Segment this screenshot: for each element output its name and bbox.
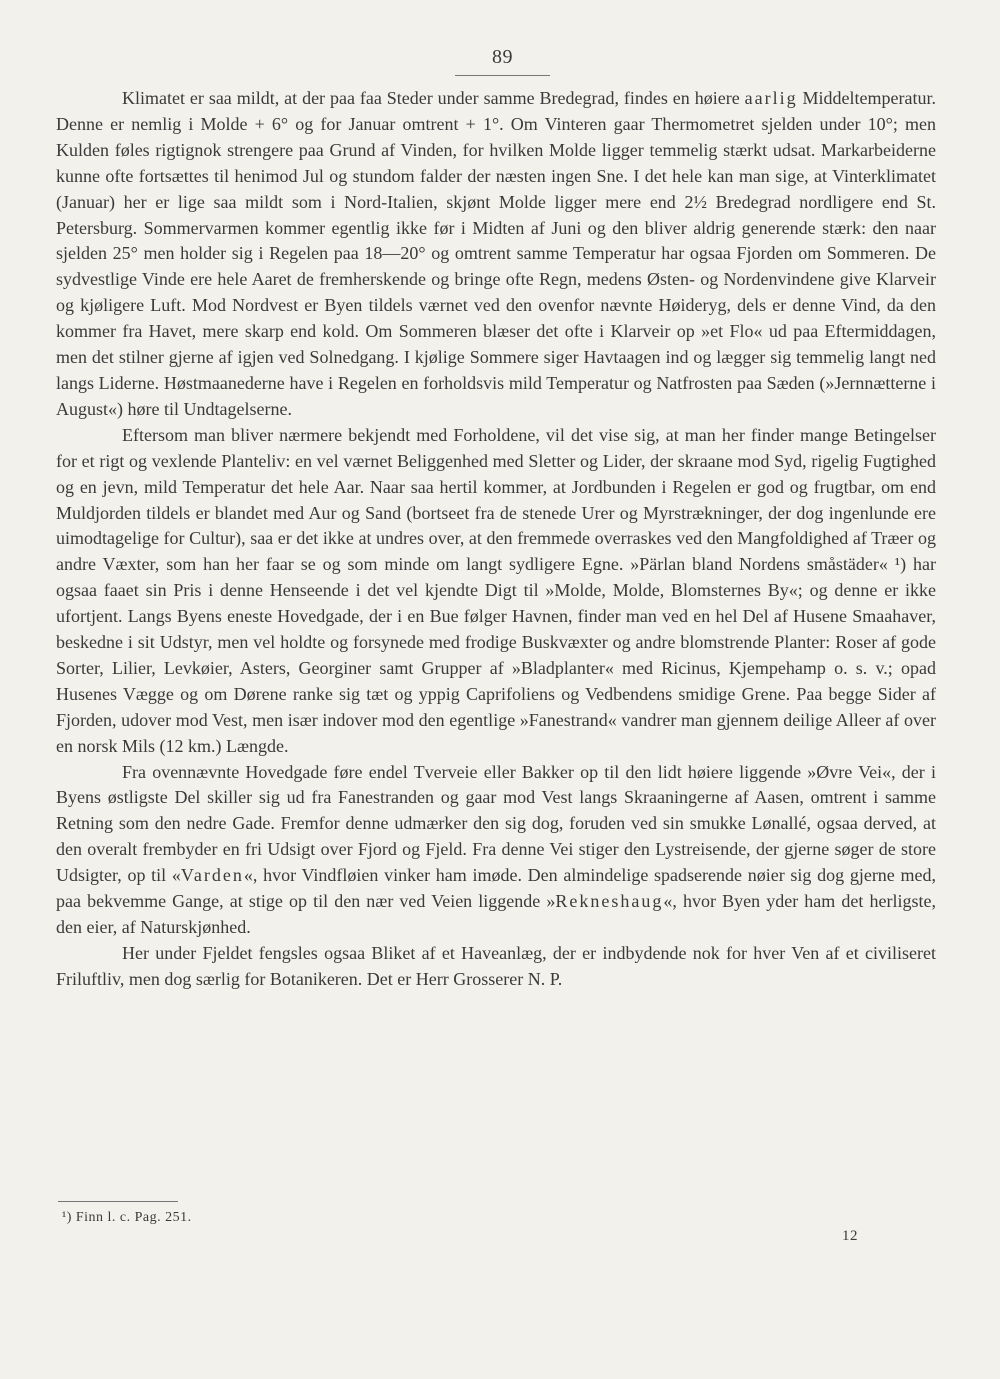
footnote-rule [58,1201,178,1202]
paragraph [56,941,936,993]
text-run: Eftersom man bliver nærmere bekjendt med Forholdene, vil det vise sig, at man her finder mange Betingelser for et rigt og vexlende Planteliv: en vel værnet Beliggenhed med Sletter og Lider, der skraane mod Syd, rigelig Fugtighed og en jevn, mild Temperatur det hele Aar. Naar saa hertil kommer, at Jordbunden i Regelen er god og frugtbar, om end Muldjorden tildels er blandet med Aur og Sand (bortseet fra de stenede Urer og Myrstrækninger, der dog ingenlunde ere uimodtagelige for Cultur), saa er det ikke at undres over, at den fremmede overraskes ved den Mangfoldighed af Træer og andre Væxter, som han her faar se og som minde om langt sydligere Egne. »Pärlan bland Nordens småstäder« ¹) har ogsaa faaet sin Pris i denne Henseende i det vel kjendte Digt til »Molde, Molde, Blomsternes By«; og denne er ikke ufortjent. Langs Byens eneste Hovedgade, der i en Bue følger Havnen, finder man ved en hel Del af Husene Smaahaver, beskedne i sit Udstyr, men vel holdte og forsynede med frodige Buskvæxter og andre blomstrende Planter: Roser af gode Sorter, Lilier, Levkøier, Asters, Georginer samt Grupper af »Bladplanter« med Ricinus, Kjempehamp o. s. v.; opad Husenes Vægge og om Dørene ranke sig tæt og yppig Caprifoliens og Vedbendens smidige Grene. Paa begge Sider af Fjorden, udover mod Vest, men især indover mod den egentlige »Fanestrand« vandrer man gjennem deilige Alleer af over en norsk Mils (12 km.) Længde. [56,424,936,756]
page-number-rule [455,75,550,76]
text-run: Middeltemperatur. Denne er nemlig i Molde + 6° og for Januar omtrent + 1°. Om Vinteren gaar Thermometret sjelden under 10°; men Kulden føles rigtignok strengere paa Grund af Vinden, for hvilken Molde ligger temmelig stærkt udsat. Markarbeiderne kunne ofte fortsættes til henimod Jul og stundom falder der næsten ingen Sne. I det hele kan man sige, at Vinterklimatet (Januar) her er lige saa mildt som i Nord-Italien, skjønt Molde ligger mere end 2½ Bredegrad nordligere end St. Petersburg. Sommervarmen kommer egentlig ikke før i Midten af Juni og den bliver aldrig generende stærk: den naar sjelden 25° men holder sig i Regelen paa 18—20° og omtrent samme Temperatur har ogsaa Fjorden om Sommeren. De sydvestlige Vinde ere hele Aaret de fremherskende og bringe ofte Regn, medens Østen- og Nordenvindene give Klarveir og kjøligere Luft. Mod Nordvest er Byen tildels værnet ved den ovenfor nævnte Høideryg, dels er denne Vind, da den kommer fra Havet, mere skarp end kold. Om Sommeren blæser det ofte i Klarveir op »et Flo« ud paa Eftermiddagen, men det stilner gjerne af igjen ved Solnedgang. I kjølige Sommere siger Havtaagen ind og lægger sig temmelig langt ned langs Liderne. Høstmaanederne have i Regelen en forholdsvis mild Temperatur og Natfrosten paa Sæden (»Jernnætterne i August«) høre til Undtagelserne. [56,88,936,419]
text-run: Klimatet er saa mildt, at der paa faa Steder under samme Bredegrad, findes en høiere [122,88,745,108]
paragraph [56,423,936,760]
spaced-emphasis: Varden [180,865,244,886]
body-text [56,86,936,993]
text-run: Fra ovennævnte Hovedgade føre endel Tverveie eller Bakker op til den lidt høiere liggende »Øvre Vei«, der i Byens østligste Del skiller sig ud fra Fanestranden og gaar mod Vest langs Skraaningerne af Aasen, omtrent i samme Retning som den nedre Gade. Fremfor denne udmærker den sig dog, foruden ved sin smukke Lønallé, ogsaa derved, at den overalt frembyder en fri Udsigt over Fjord og Fjeld. Fra denne Vei stiger den Lystreisende, der gjerne søger de store Udsigter, op til « [56,761,936,886]
signature-mark: 12 [842,1228,858,1244]
spaced-emphasis: aarlig [744,88,798,108]
footnote: ¹) Finn l. c. Pag. 251. [62,1210,192,1225]
text-run: Her under Fjeldet fengsles ogsaa Bliket af et Haveanlæg, der er indbydende nok for hver Ven af et civiliseret Friluftliv, men dog særlig for Botanikeren. Det er Herr Grosserer N. P. [56,942,936,989]
paragraph [56,760,936,941]
text-run: «, hvor Byen yder ham det herligste, den eier, af Naturskjønhed. [56,891,936,937]
paragraph [56,86,936,423]
text-run: «, hvor Vindfløien vinker ham imøde. Den almindelige spadserende nøier sig dog gjerne med, paa bekvemme Gange, at stige op til den nær ved Veien liggende » [56,865,936,912]
spaced-emphasis: Rekneshaug [555,891,664,912]
page-number: 89 [492,46,513,68]
